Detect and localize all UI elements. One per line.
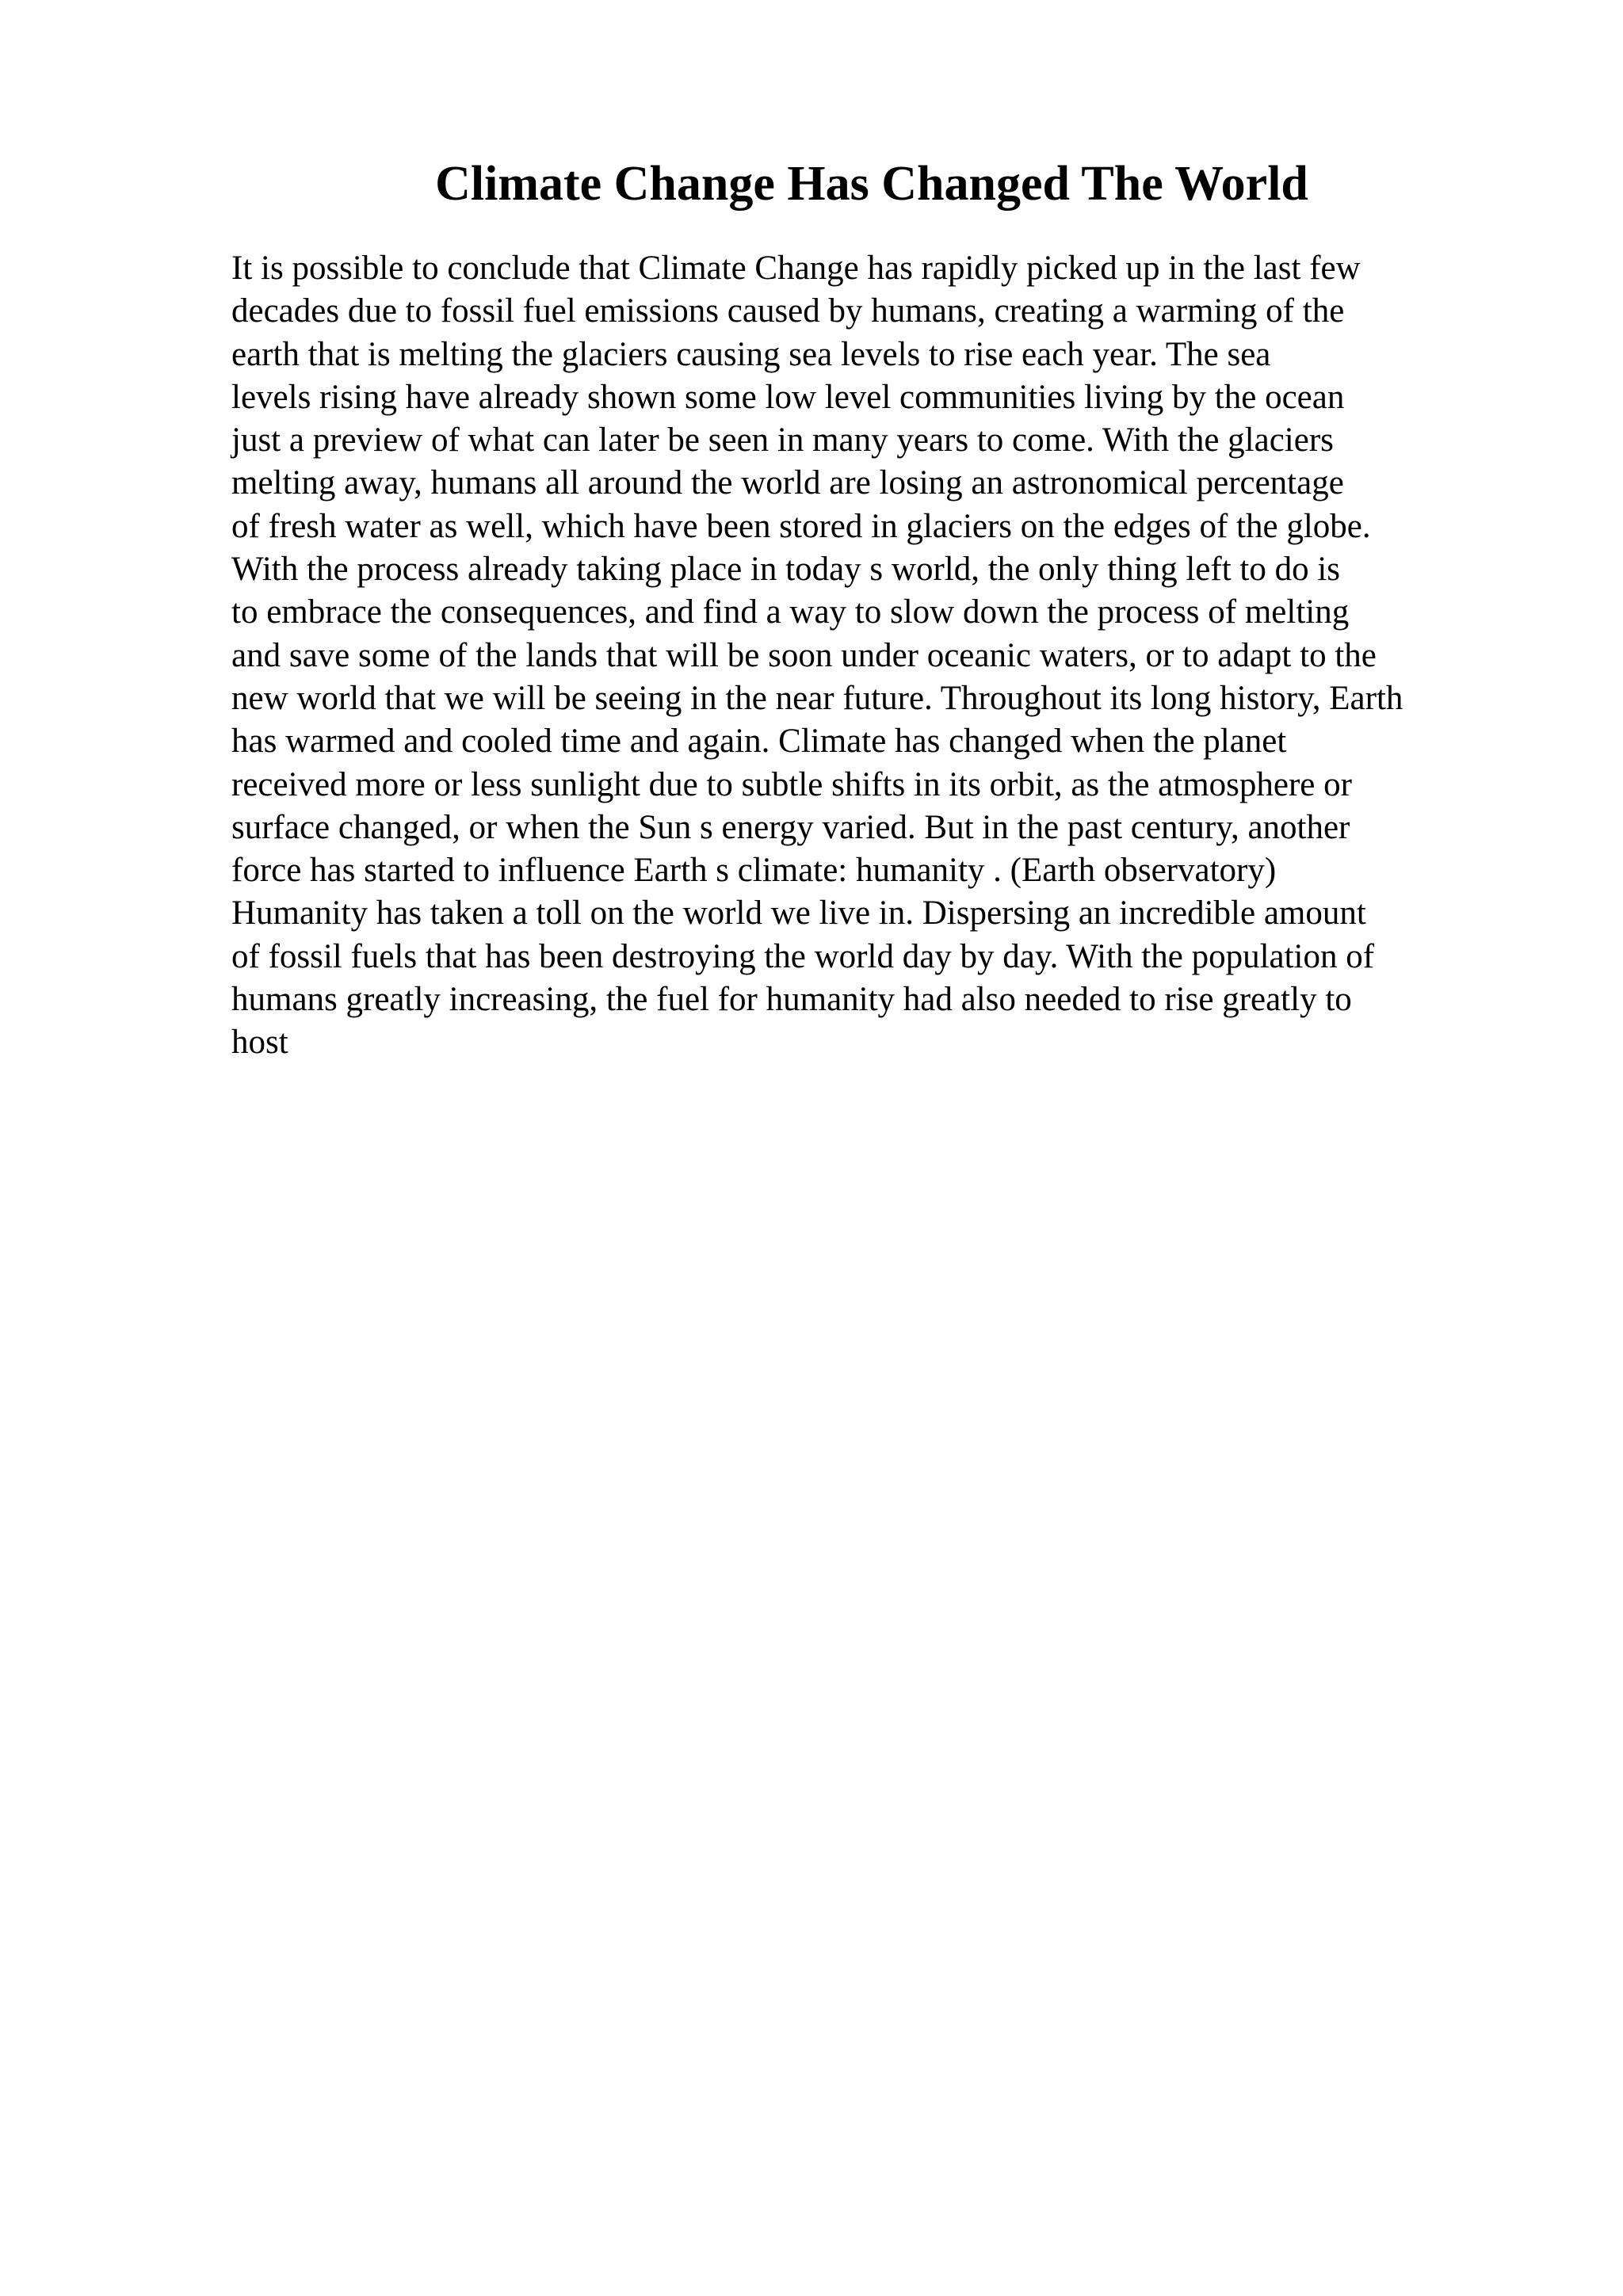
text-line: to embrace the consequences, and find a way to slow down the process of melting (231, 593, 1350, 631)
text-line: melting away, humans all around the world are losing an astronomical percentage (231, 464, 1344, 502)
text-line: of fresh water as well, which have been stored in glaciers on the edges of the globe. (231, 507, 1371, 545)
text-line: earth that is melting the glaciers causing sea levels to rise each year. The sea (231, 335, 1271, 373)
text-line: Humanity has taken a toll on the world we live in. Dispersing an incredible amount (231, 894, 1366, 933)
text-line: surface changed, or when the Sun s energy varied. But in the past century, another (231, 808, 1350, 846)
text-line: received more or less sunlight due to subtle shifts in its orbit, as the atmosphere or (231, 765, 1352, 803)
body-paragraph (231, 247, 1594, 1065)
text-line: humans greatly increasing, the fuel for humanity had also needed to rise greatly to (231, 981, 1352, 1019)
text-line: just a preview of what can later be seen in many years to come. With the glaciers (231, 421, 1334, 460)
text-line: new world that we will be seeing in the near future. Throughout its long history, Earth (231, 679, 1403, 717)
text-line: force has started to influence Earth s climate: humanity . (Earth observatory) (231, 852, 1277, 890)
text-line: levels rising have already shown some low level communities living by the ocean (231, 378, 1345, 416)
document-title: Climate Change Has Changed The World (435, 157, 1308, 211)
text-line: has warmed and cooled time and again. Climate has changed when the planet (231, 723, 1287, 761)
text-line: and save some of the lands that will be soon under oceanic waters, or to adapt to the (231, 636, 1377, 674)
text-line: decades due to fossil fuel emissions caused by humans, creating a warming of the (231, 292, 1345, 330)
text-line: of fossil fuels that has been destroying the world day by day. With the population of (231, 937, 1375, 975)
text-line: It is possible to conclude that Climate Change has rapidly picked up in the last few (231, 250, 1361, 287)
text-line: With the process already taking place in today s world, the only thing left to do is (231, 551, 1341, 589)
text-line: host (231, 1024, 288, 1062)
